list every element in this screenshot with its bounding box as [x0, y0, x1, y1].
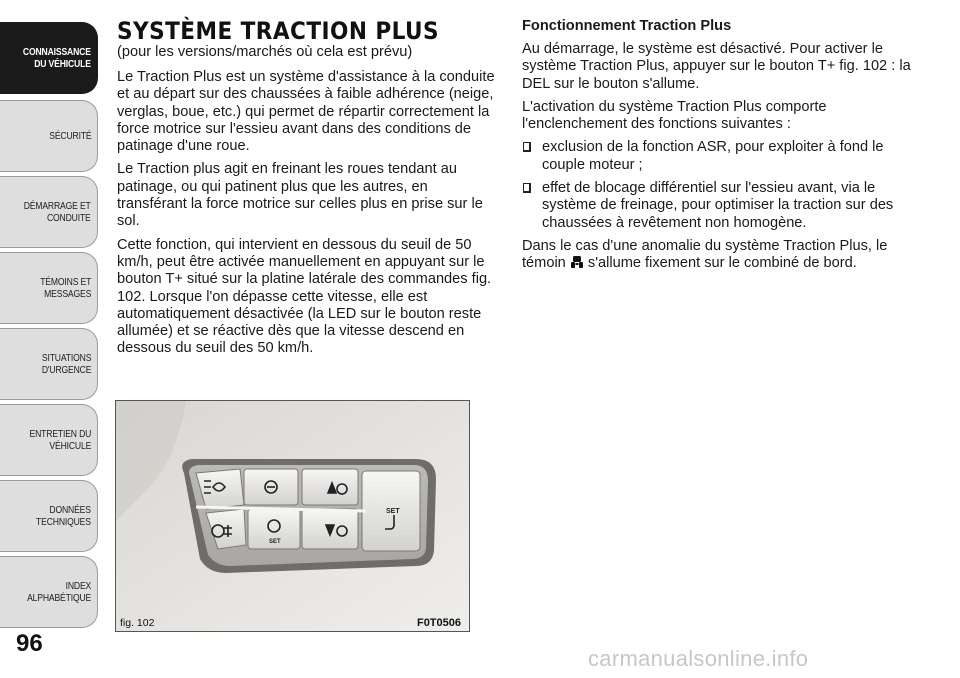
paragraph: Le Traction Plus est un système d'assistance à la conduite et au départ sur des chaussées à faible adhérence (neige, verglas, boue, etc.) qui permet de répartir correctement la force motrice sur l'essieu avant dans des conditions de patinage d'une roue. — [117, 69, 495, 155]
control-panel-illustration — [116, 401, 470, 632]
anomaly-text-end: s'allume fixement sur le combiné de bord. — [583, 255, 857, 272]
figure-label: fig. 102 — [120, 617, 155, 629]
section-title: SYSTÈME TRACTION PLUS — [117, 17, 440, 45]
tab-temoins-messages[interactable] — [0, 252, 98, 324]
list-item-text: effet de blocage différentiel sur l'essieu avant, via le système de freinage, pour optimiser la traction sur des chaussées à revêtement non homogène. — [542, 180, 894, 231]
tab-label: TÉMOINS ET MESSAGES — [40, 276, 91, 300]
set-label: SET — [386, 508, 400, 515]
figure-102 — [115, 400, 470, 632]
section-subtitle: (pour les versions/marchés où cela est prévu) — [117, 44, 413, 60]
tab-label: INDEX ALPHABÉTIQUE — [26, 580, 91, 604]
paragraph: L'activation du système Traction Plus comporte l'enclenchement des fonctions suivantes : — [522, 98, 827, 133]
checkbox-bullet-icon — [523, 142, 531, 152]
checkbox-bullet-icon — [523, 183, 531, 193]
tab-donnees-techniques[interactable] — [0, 480, 98, 552]
tab-label: DÉMARRAGE ET CONDUITE — [24, 200, 91, 224]
tab-demarrage-conduite[interactable] — [0, 176, 98, 248]
list-item — [522, 139, 917, 174]
tab-connaissance-vehicule[interactable] — [0, 22, 98, 94]
paragraph: Le Traction plus agit en freinant les roues tendant au patinage, ou qui patinent plus que les autres, en transférant la force motrice sur celles plus en prise sur le sol. — [117, 161, 483, 230]
left-column — [117, 18, 495, 364]
list-item — [522, 180, 917, 232]
tab-securite[interactable] — [0, 100, 98, 172]
tab-entretien-vehicule[interactable] — [0, 404, 98, 476]
tab-label: DONNÉES TECHNIQUES — [36, 504, 91, 528]
tab-situations-urgence[interactable] — [0, 328, 98, 400]
tab-label: ENTRETIEN DU VÉHICULE — [29, 428, 91, 452]
paragraph: Cette fonction, qui intervient en dessous du seuil de 50 km/h, peut être activée manuellement en appuyant sur le bouton T+ situé sur la platine latérale des commandes fig. 102. Lorsque l'on dépasse cette vitesse, elle est automatiquement désactivée (la LED sur le bouton reste allumée) et se réactive dès que la vitesse descend en dessous du seuil des 50 km/h. — [117, 236, 492, 357]
function-list — [522, 139, 917, 231]
tab-label: CONNAISSANCE DU VÉHICULE — [23, 46, 91, 70]
anomaly-paragraph — [522, 238, 917, 273]
traction-warning-icon — [570, 255, 584, 269]
subsection-heading: Fonctionnement Traction Plus — [522, 18, 732, 34]
page-number: 96 — [16, 630, 43, 657]
tab-label: SITUATIONS D'URGENCE — [41, 352, 91, 376]
anomaly-text-start: Dans le cas d'une anomalie du système Traction Plus, le témoin — [522, 237, 888, 272]
tab-label: SÉCURITÉ — [48, 130, 91, 142]
watermark: carmanualsonline.info — [588, 646, 809, 671]
right-column — [522, 18, 917, 279]
list-item-text: exclusion de la fonction ASR, pour exploiter à fond le couple moteur ; — [542, 139, 884, 173]
tab-index-alphabetique[interactable] — [0, 556, 98, 628]
set-label-small: SET — [269, 539, 281, 545]
figure-code: F0T0506 — [416, 617, 461, 629]
paragraph: Au démarrage, le système est désactivé. Pour activer le système Traction Plus, appuyer sur le bouton T+ fig. 102 : la DEL sur le bouton s'allume. — [522, 41, 911, 92]
